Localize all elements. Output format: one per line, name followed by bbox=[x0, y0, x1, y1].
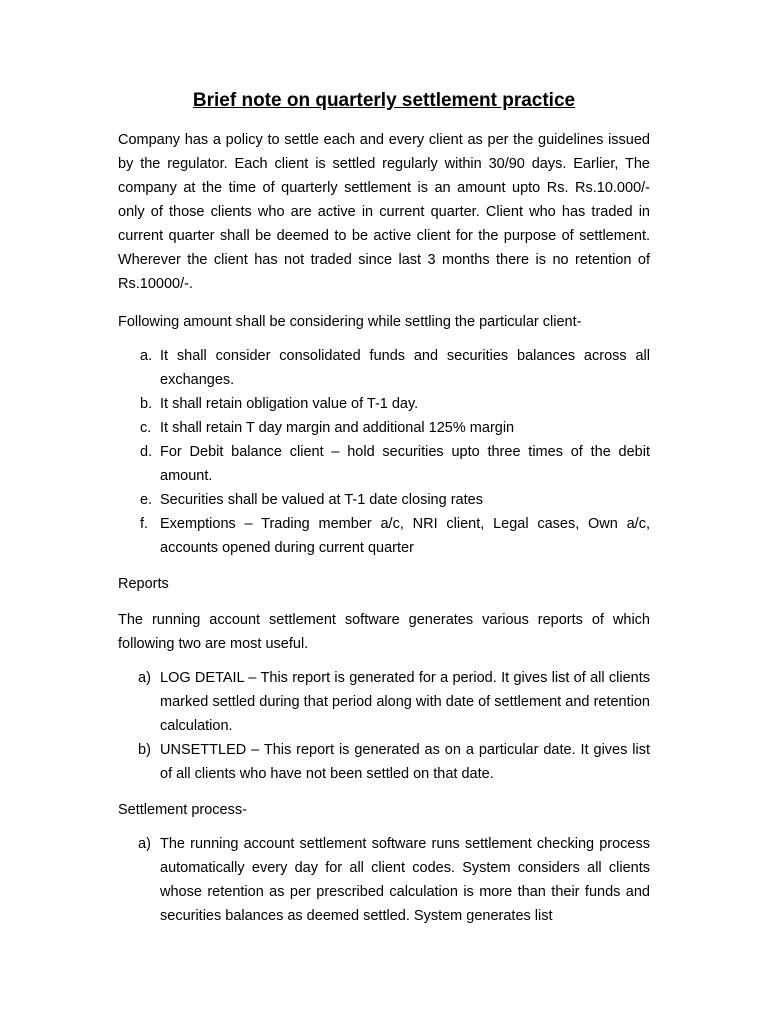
list-item bbox=[118, 416, 650, 440]
list-item-text: LOG DETAIL – This report is generated for a period. It gives list of all clients marked settled during that period along with date of settlement and retention calculation. bbox=[160, 670, 650, 734]
list-marker: b) bbox=[138, 742, 151, 758]
considerations-list bbox=[118, 344, 650, 560]
list-item bbox=[118, 392, 650, 416]
list-item bbox=[118, 666, 650, 738]
list-marker: d. bbox=[140, 444, 153, 460]
list-item bbox=[118, 512, 650, 560]
list-item bbox=[118, 738, 650, 786]
list-item-text: Securities shall be valued at T-1 date closing rates bbox=[160, 492, 483, 508]
list-item-text: It shall retain obligation value of T-1 day. bbox=[160, 396, 419, 412]
list-item bbox=[118, 440, 650, 488]
list-marker: a. bbox=[140, 348, 153, 364]
list-item-text: For Debit balance client – hold securities upto three times of the debit amount. bbox=[160, 444, 650, 484]
process-list bbox=[118, 832, 650, 928]
list-item-text: UNSETTLED – This report is generated as on a particular date. It gives list of all clients who have not been settled on that date. bbox=[160, 742, 650, 782]
process-heading: Settlement process- bbox=[118, 802, 247, 818]
list-marker: a) bbox=[138, 836, 151, 852]
document-title: Brief note on quarterly settlement practice bbox=[192, 90, 576, 111]
list-item-text: It shall retain T day margin and additional 125% margin bbox=[160, 420, 515, 436]
intro-paragraph: Company has a policy to settle each and every client as per the guidelines issued by the regulator. Each client is settled regularly within 30/90 days. Earlier, The company at the time of quarterly settlement is an amount upto Rs. Rs.10.000/- only of those clients who are active in current quarter. Client who has traded in current quarter shall be deemed to be active client for the purpose of settlement. Wherever the client has not traded since last 3 months there is no retention of Rs.10000/-. bbox=[118, 132, 650, 292]
list-marker: f. bbox=[140, 516, 149, 532]
reports-list bbox=[118, 666, 650, 786]
list-item bbox=[118, 488, 650, 512]
following-intro: Following amount shall be considering while settling the particular client- bbox=[118, 314, 582, 330]
list-item-text: It shall consider consolidated funds and securities balances across all exchanges. bbox=[160, 348, 650, 388]
list-marker: b. bbox=[140, 396, 153, 412]
list-marker: e. bbox=[140, 492, 153, 508]
list-item-text: The running account settlement software runs settlement checking process automatically every day for all client codes. System considers all clients whose retention as per prescribed calculation is more than their funds and securities balances as deemed settled. System generates list bbox=[160, 836, 650, 924]
list-marker: a) bbox=[138, 670, 151, 686]
list-item bbox=[118, 832, 650, 928]
list-item bbox=[118, 344, 650, 392]
reports-heading: Reports bbox=[118, 576, 169, 592]
list-item-text: Exemptions – Trading member a/c, NRI client, Legal cases, Own a/c, accounts opened during current quarter bbox=[160, 516, 650, 556]
list-marker: c. bbox=[140, 420, 152, 436]
reports-intro: The running account settlement software generates various reports of which following two are most useful. bbox=[118, 612, 650, 652]
